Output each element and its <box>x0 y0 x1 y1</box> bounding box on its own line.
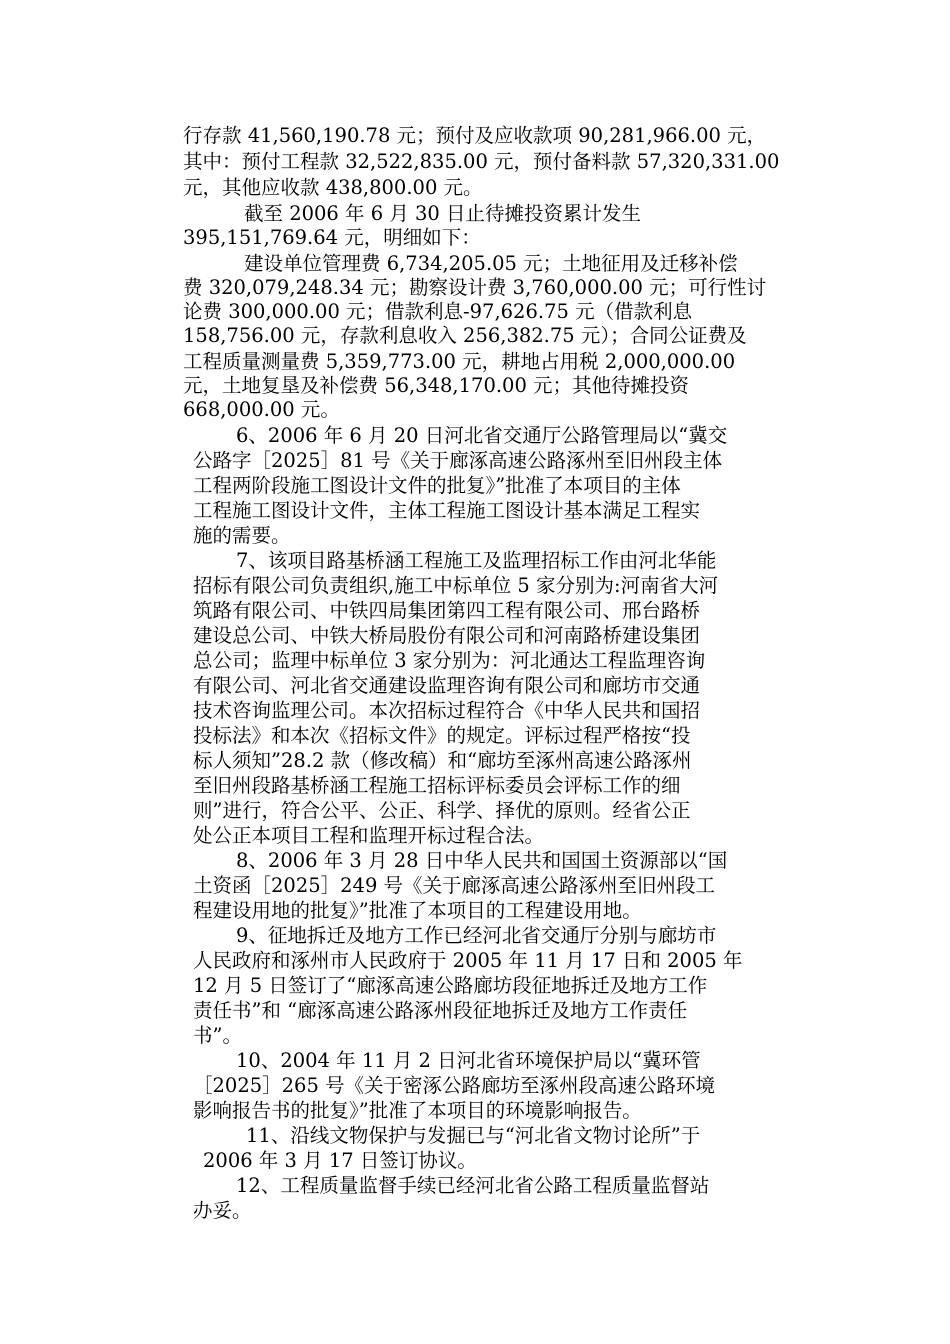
text-line: 影响报告书的批复》”批准了本项目的环境影响报告。 <box>193 1099 642 1122</box>
text-line: 公路字［2025］81 号《关于廊涿高速公路涿州至旧州段主体 <box>193 449 723 472</box>
text-line: 395,151,769.64 元，明细如下： <box>183 226 481 249</box>
text-line: 人民政府和涿州市人民政府于 2005 年 11 月 17 日和 2005 年 <box>193 949 743 972</box>
text-line: 总公司；监理中标单位 3 家分别为：河北通达工程监理咨询 <box>193 649 706 672</box>
text-line: 招标有限公司负责组织,施工中标单位 5 家分别为:河南省大河 <box>193 574 719 597</box>
text-line: 书”。 <box>193 1024 242 1047</box>
text-line: 11、沿线文物保护与发掘已与“河北省文物讨论所”于 <box>246 1124 701 1147</box>
text-line: 施的需要。 <box>193 524 291 547</box>
text-line: 工程施工图设计文件，主体工程施工图设计基本满足工程实 <box>193 499 701 522</box>
text-line: 则”进行，符合公平、公正、科学、择优的原则。经省公正 <box>193 799 691 822</box>
text-line: 有限公司、河北省交通建设监理咨询有限公司和廊坊市交通 <box>193 674 701 697</box>
text-line: 程建设用地的批复》”批准了本项目的工程建设用地。 <box>193 899 642 922</box>
text-line: 668,000.00 元。 <box>183 398 340 421</box>
text-line: 元，其他应收款 438,800.00 元。 <box>183 176 483 199</box>
text-line: 12 月 5 日签订了“廊涿高速公路廊坊段征地拆迁及地方工作 <box>193 974 708 997</box>
text-line: 办妥。 <box>193 1199 252 1222</box>
text-line: 10、2004 年 11 月 2 日河北省环境保护局以“冀环管 <box>236 1049 701 1072</box>
text-line: 其中：预付工程款 32,522,835.00 元，预付备料款 57,320,331.00 <box>183 150 780 173</box>
text-line: 7、该项目路基桥涵工程施工及监理招标工作由河北华能 <box>236 549 717 572</box>
text-line: 建设单位管理费 6,734,205.05 元；土地征用及迁移补偿 <box>244 252 738 275</box>
text-line: 至旧州段路基桥涵工程施工招标评标委员会评标工作的细 <box>193 774 681 797</box>
text-line: 行存款 41,560,190.78 元；预付及应收款项 90,281,966.00 元， <box>183 124 767 147</box>
text-line: 责任书”和 “廊涿高速公路涿州段征地拆迁及地方工作责任 <box>193 999 688 1022</box>
text-line: 2006 年 3 月 17 日签订协议。 <box>203 1149 477 1172</box>
text-line: 12、工程质量监督手续已经河北省公路工程质量监督站 <box>236 1174 710 1197</box>
text-line: 截至 2006 年 6 月 30 日止待摊投资累计发生 <box>244 202 642 225</box>
text-line: ［2025］265 号《关于密涿公路廊坊至涿州段高速公路环境 <box>193 1074 716 1097</box>
text-line: 工程质量测量费 5,359,773.00 元，耕地占用税 2,000,000.00 <box>183 350 736 373</box>
text-line: 158,756.00 元，存款利息收入 256,382.75 元）；合同公证费及 <box>183 324 747 347</box>
text-line: 8、2006 年 3 月 28 日中华人民共和国国土资源部以“国 <box>236 849 728 872</box>
text-line: 筑路有限公司、中铁四局集团第四工程有限公司、邢台路桥 <box>193 599 701 622</box>
text-line: 处公正本项目工程和监理开标过程合法。 <box>193 824 545 847</box>
text-line: 费 320,079,248.34 元；勘察设计费 3,760,000.00 元；可行性讨 <box>183 276 767 299</box>
text-line: 6、2006 年 6 月 20 日河北省交通厅公路管理局以“冀交 <box>236 424 728 447</box>
text-line: 元，土地复垦及补偿费 56,348,170.00 元；其他待摊投资 <box>183 374 690 397</box>
text-line: 技术咨询监理公司。本次招标过程符合《中华人民共和国招 <box>193 699 701 722</box>
text-line: 建设总公司、中铁大桥局股份有限公司和河南路桥建设集团 <box>193 624 701 647</box>
text-line: 投标法》和本次《招标文件》的规定。评标过程严格按“投 <box>193 724 691 747</box>
text-line: 工程两阶段施工图设计文件的批复》”批准了本项目的主体 <box>193 474 681 497</box>
text-line: 土资函［2025］249 号《关于廊涿高速公路涿州至旧州段工 <box>193 874 716 897</box>
text-line: 论费 300,000.00 元；借款利息-97,626.75 元（借款利息 <box>183 300 693 323</box>
text-line: 标人须知”28.2 款（修改稿）和“廊坊至涿州高速公路涿州 <box>193 749 692 772</box>
text-line: 9、征地拆迁及地方工作已经河北省交通厅分别与廊坊市 <box>236 924 717 947</box>
